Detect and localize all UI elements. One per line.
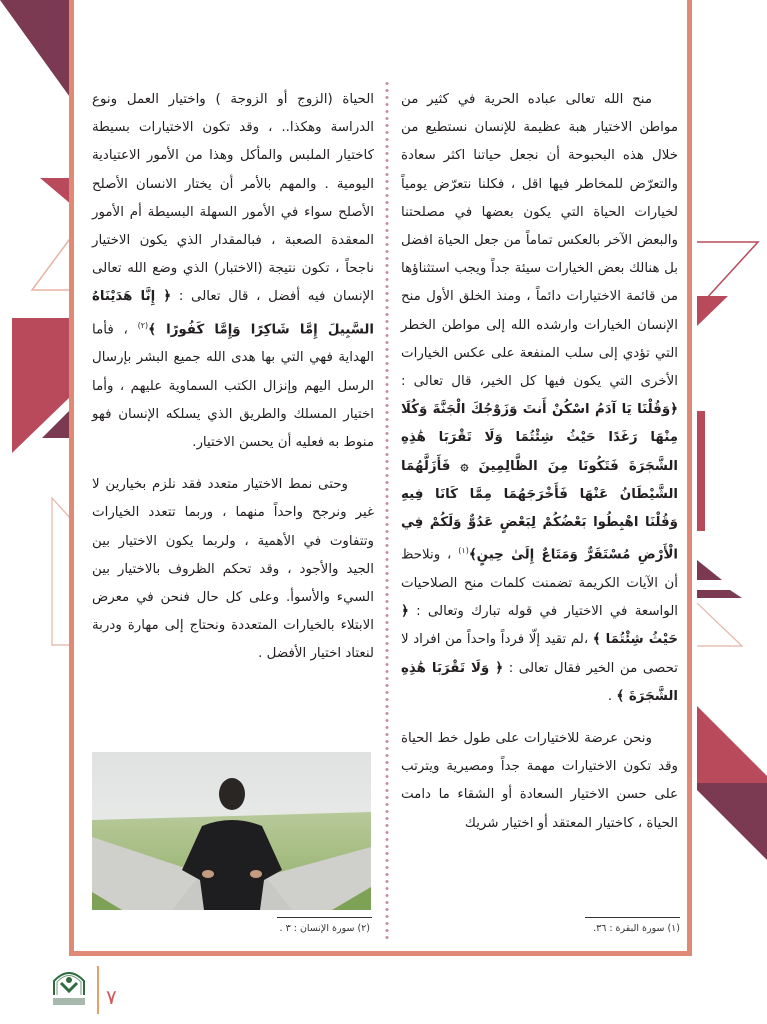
paragraph-text: . bbox=[607, 688, 613, 704]
deco-block-right-dark bbox=[697, 783, 767, 860]
deco-triangle-left-1 bbox=[40, 178, 72, 205]
deco-outline-right-2 bbox=[697, 603, 742, 646]
paragraph bbox=[92, 86, 374, 457]
footnote-ref: (٢) bbox=[137, 320, 149, 330]
quran-verse: ﴿وَقُلْنَا يَا آدَمُ اسْكُنْ أَنتَ وَزَوْجُكَ الْجَنَّةَ وَكُلَا مِنْهَا رَغَدًا حَيْثُ شِئْتُمَا وَلَا تَقْرَبَا هَٰذِهِ الشَّجَرَةَ فَتَكُونَا مِنَ الظَّالِمِينَ ۞ فَأَزَلَّهُمَا الشَّيْطَانُ عَنْهَا فَأَخْرَجَهُمَا مِمَّا كَانَا فِيهِ وَقُلْنَا اهْبِطُوا بَعْضُكُمْ لِبَعْضٍ عَدُوٌّ وَلَكُمْ فِي الْأَرْضِ مُسْتَقَرٌّ وَمَتَاعٌ إِلَىٰ حِينٍ﴾ bbox=[401, 402, 679, 563]
paragraph bbox=[401, 86, 678, 711]
deco-triangle-right-2 bbox=[697, 560, 722, 580]
right-column bbox=[401, 86, 678, 838]
photo-man-at-crossroads bbox=[92, 752, 371, 910]
footnote-rule bbox=[585, 917, 680, 918]
paragraph-text: منح الله تعالى عباده الحرية في كثير من مواطن الاختيار هبة عظيمة للإنسان نستطيع من خلال هذه البحبوحة أن نجعل حياتنا اكثر سعادة والتعرّض للمخاطر فيها اقل ، فكلنا نتعرّض يومياً لخيارات الحياة التي يكون بعضها في مصلحتنا والبعض الآخر بالعكس تماماً من جعل الحياة افضل بل هنالك بعض الخيارات سيئة جداً ويجب استثناؤها من قائمة الاختيارات دائماً ، ومنذ الخلق الأول منح الإنسان الخيارات وارشده الله إلى مواطن الخطر التي تؤدي إلى سلب المنفعة على عكس الخيارات الأخرى التي يكون فيها كل الخير، قال تعالى : bbox=[401, 92, 678, 390]
footnote: (٢) سورة الإنسان : ٣ . bbox=[279, 923, 370, 934]
institution-logo bbox=[48, 965, 90, 1011]
paragraph-text: الحياة (الزوج أو الزوجة ) واختيار العمل ونوع الدراسة وهكذا.. ، وقد تكون الاختيارات بسيطة كاختيار الملبس والمأكل وهذا من الأمور الاعتيادية اليومية . والمهم بالأمر أن يختار الانسان الأصلح الأصلح سواء في الأمور السهلة البسيطة أم الأمور المعقدة الصعبة ، فبالمقدار الذي يكون الاختيار ناجحاً ، تكون نتيجة (الاختبار) الذي وضع الله تعالى الإنسان فيه أفضل ، قال تعالى : bbox=[92, 92, 374, 305]
deco-outline-right-1 bbox=[697, 242, 758, 300]
footer-divider bbox=[97, 966, 99, 1014]
quran-verse: ﴿ وَلَا تَقْرَبَا هَٰذِهِ الشَّجَرَةَ ﴾ bbox=[401, 660, 678, 704]
deco-bar-right bbox=[697, 411, 705, 531]
deco-triangle-right-1 bbox=[697, 296, 728, 326]
quran-verse: ﴿ إِنَّا هَدَيْنَاهُ السَّبِيلَ إِمَّا شَاكِرًا وَإِمَّا كَفُورًا ﴾ bbox=[92, 289, 375, 338]
column-separator bbox=[384, 80, 390, 940]
paragraph: وحتى نمط الاختيار متعدد فقد نلزم بخيارين لا غير ونرجح واحداً منهما ، وربما تتعدد الخيارات وتتفاوت في الأهمية ، ولربما يكون الاختيار بين الجيد والأجود ، وقد تحكم الظروف بالاختيار بين السيء والأسوأ. وعلى كل حال فنحن في معرض الابتلاء بالخيارات المتعددة ونحتاج إلى مهارة ودربة لنعتاد اختيار الأفضل . bbox=[92, 477, 374, 662]
deco-outline-left-1 bbox=[32, 236, 72, 290]
footnote-rule bbox=[277, 917, 372, 918]
paragraph-text: ، فأما الهداية فهي التي بها هدى الله جميع البشر بإرسال الرسل اليهم وإنزال الكتب السماوية عليهم ، وأما اختيار المسلك والطريق الذي يسلكه الإنسان فهو منوط به فعليه أن يحسن الاختيار. bbox=[92, 322, 374, 450]
left-column bbox=[92, 86, 374, 669]
deco-band-right bbox=[697, 590, 742, 598]
page-number: ٧ bbox=[106, 985, 117, 1009]
footnote: (١) سورة البقرة : ٣٦. bbox=[593, 923, 680, 934]
deco-block-right bbox=[697, 706, 767, 783]
quran-verse: ﴿ حَيْثُ شِئْتُمَا ﴾ bbox=[401, 604, 678, 648]
footnote-ref: (١) bbox=[458, 546, 469, 556]
paragraph: ونحن عرضة للاختيارات على طول خط الحياة وقد تكون الاختيارات مهمة جداً ومصيرية ويترتب على حسن الاختيار السعادة أو الشقاء ما دامت الحياة ، كاختيار المعتقد أو اختيار شريك bbox=[401, 730, 678, 831]
paragraph-text: ،لم تقيد إلّا فرداً واحداً من افراد لا تحصى من الخير فقال تعالى : bbox=[401, 632, 678, 676]
paragraph-text: ، ونلاحظ أن الآيات الكريمة تضمنت كلمات منح الصلاحيات الواسعة في الاختيار في قوله تبارك وتعالى : bbox=[401, 547, 678, 620]
